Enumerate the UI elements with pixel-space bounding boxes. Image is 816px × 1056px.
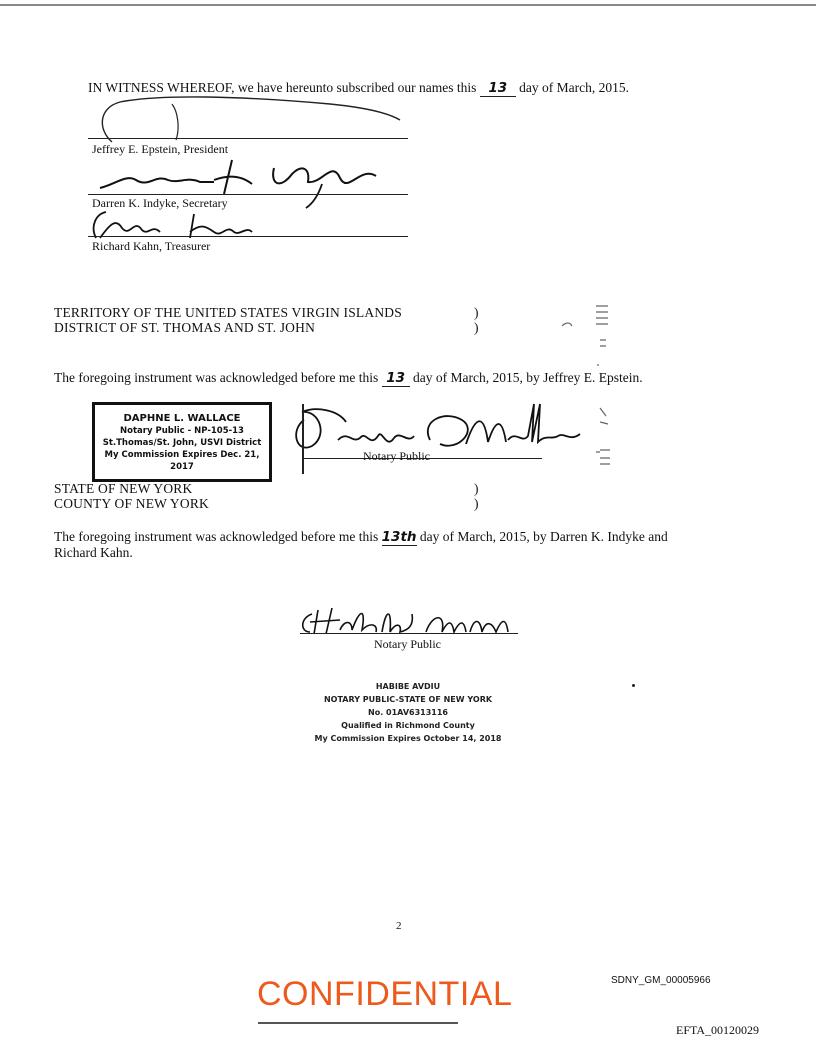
- stray-dot: [632, 684, 635, 687]
- ack2-day: 13th: [381, 529, 417, 545]
- ack1-prefix: The foregoing instrument was acknowledged before me this: [54, 370, 379, 385]
- notary2-seal-line5: My Commission Expires October 14, 2018: [314, 734, 502, 743]
- signature-line-secretary: [88, 194, 408, 195]
- confidential-underline: [258, 1022, 458, 1024]
- ack2-line2: Richard Kahn.: [54, 545, 133, 560]
- signatory-president-label: Jeffrey E. Epstein, President: [92, 142, 229, 156]
- jurisdiction2-paren1: ): [474, 481, 479, 496]
- top-scan-rule: [0, 4, 816, 6]
- jurisdiction1-line2: DISTRICT OF ST. THOMAS AND ST. JOHN: [54, 320, 316, 335]
- jurisdiction2-paren2: ): [474, 496, 479, 511]
- ack1-day: 13: [382, 370, 410, 387]
- notary1-seal-line4: My Commission Expires Dec. 21, 2017: [104, 450, 260, 472]
- epstein-signature: [80, 94, 410, 144]
- notary2-seal-line2: NOTARY PUBLIC-STATE OF NEW YORK: [323, 695, 493, 704]
- notary2-title: Notary Public: [374, 637, 441, 651]
- signature-line-president: [88, 138, 408, 139]
- jurisdiction1-paren1: ): [474, 305, 479, 320]
- ack2-suffix: day of March, 2015, by Darren K. Indyke and: [419, 529, 668, 544]
- ack1-text: [54, 370, 643, 387]
- page-number: 2: [396, 920, 402, 932]
- jurisdiction1-paren2: ): [474, 320, 479, 335]
- notary1-seal-name: DAPHNE L. WALLACE: [123, 413, 241, 424]
- jurisdiction1-line1: TERRITORY OF THE UNITED STATES VIRGIN ISLANDS: [54, 305, 402, 320]
- witness-day: 13: [480, 80, 516, 97]
- ack1-suffix: day of March, 2015, by Jeffrey E. Epstein.: [413, 370, 643, 385]
- ack2-text: [54, 529, 668, 546]
- jurisdiction2-line1: STATE OF NEW YORK: [54, 481, 193, 496]
- notary2-seal-line1: HABIBE AVDIU: [375, 682, 441, 691]
- notary1-signature: [290, 400, 590, 470]
- notary1-seal-line2: Notary Public - NP-105-13: [120, 426, 244, 436]
- signatory-secretary-label: Darren K. Indyke, Secretary: [92, 196, 228, 210]
- jurisdiction2-line2: COUNTY OF NEW YORK: [54, 496, 209, 511]
- notary1-seal: [92, 402, 272, 482]
- witness-prefix: IN WITNESS WHEREOF, we have hereunto subscribed our names this: [88, 80, 477, 95]
- notary2-signature-line: [300, 633, 518, 634]
- signature-line-treasurer: [88, 236, 408, 237]
- confidential-stamp: CONFIDENTIAL: [257, 975, 513, 1013]
- notary1-seal-line3: St.Thomas/St. John, USVI District: [102, 438, 262, 448]
- notary2-seal: [300, 680, 516, 745]
- notary2-seal-line4: Qualified in Richmond County: [341, 721, 475, 730]
- notary1-signature-bar: [302, 404, 304, 474]
- signatory-treasurer-label: Richard Kahn, Treasurer: [92, 239, 211, 253]
- efta-number: EFTA_00120029: [676, 1023, 760, 1037]
- notary2-seal-line3: No. 01AV6313116: [368, 708, 448, 717]
- bates-number: SDNY_GM_00005966: [611, 975, 711, 986]
- notary1-title: Notary Public: [363, 449, 430, 463]
- ack2-prefix: The foregoing instrument was acknowledged before me this: [54, 529, 379, 544]
- witness-suffix: day of March, 2015.: [519, 80, 629, 95]
